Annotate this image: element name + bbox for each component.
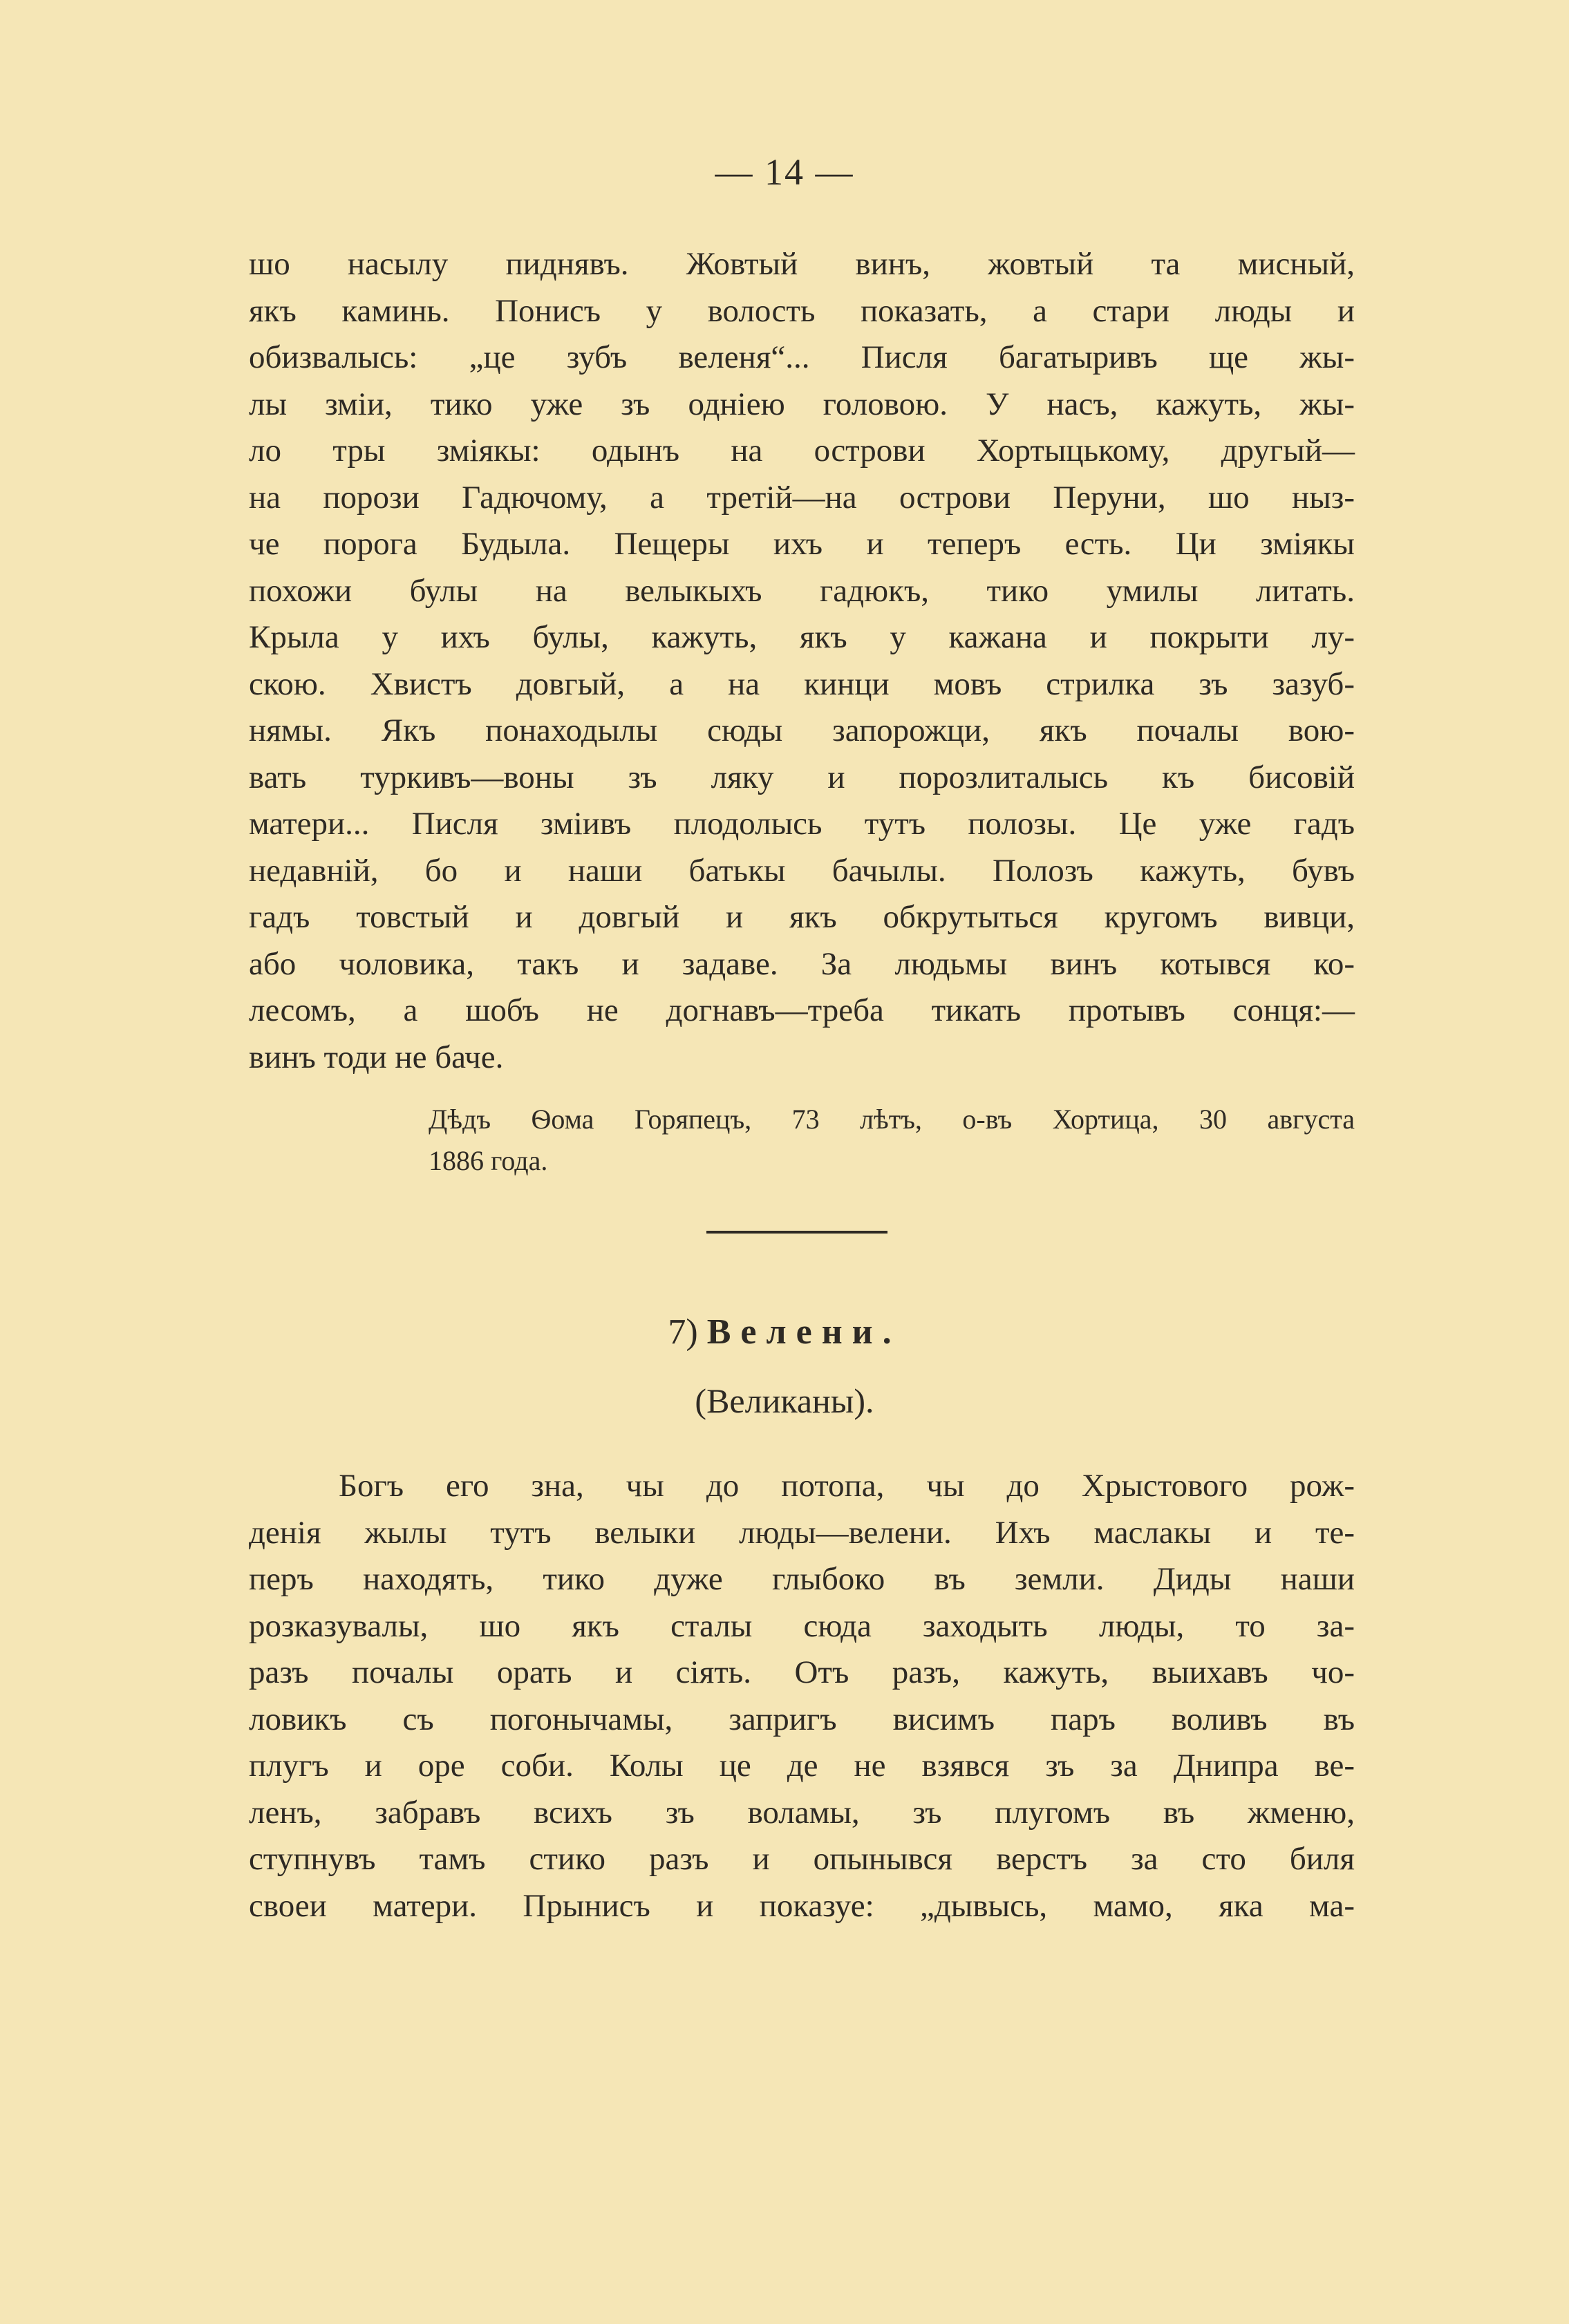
text-line: обизвалысь: „це зубъ веленя“... Писля багатыривъ ще жы-	[249, 339, 1355, 375]
paragraph-snake-story	[249, 241, 1355, 1081]
page-number: — 14 —	[715, 151, 854, 193]
text-line: вать туркивъ—воны зъ ляку и порозлиталысь къ бисовій	[249, 759, 1355, 795]
text-line: ленъ, забравъ всихъ зъ воламы, зъ плугомъ въ жменю,	[249, 1794, 1355, 1831]
section-heading	[0, 1312, 1569, 1352]
text-line: ступнувъ тамъ стико разъ и опынывся верстъ за сто биля	[249, 1841, 1355, 1877]
text-line: плугъ и оре соби. Колы це де не взявся зъ за Днипра ве-	[249, 1748, 1355, 1784]
section-number: 7)	[668, 1312, 698, 1352]
text-line: своеи матери. Прынисъ и показуе: „дывысь, мамо, яка ма-	[249, 1887, 1355, 1924]
text-line: похожи булы на велыкыхъ гадюкъ, тико умилы литать.	[249, 572, 1355, 609]
text-line: скою. Хвистъ довгый, а на кинци мовъ стрилка зъ зазуб-	[249, 665, 1355, 702]
text-line: недавній, бо и наши батькы бачылы. Полозъ кажуть, бувъ	[249, 852, 1355, 889]
section-subtitle: (Великаны).	[695, 1381, 874, 1420]
text-line: Крыла у ихъ булы, кажуть, якъ у кажана и покрыти лу-	[249, 619, 1355, 655]
text-line: разъ почалы орать и сіять. Отъ разъ, кажуть, выихавъ чо-	[249, 1654, 1355, 1690]
text-line: нямы. Якъ понаходылы сюды запорожци, якъ почалы вою-	[249, 712, 1355, 748]
attribution	[429, 1099, 1355, 1182]
text-line: або чоловика, такъ и задаве. За людьмы винъ котывся ко-	[249, 945, 1355, 982]
attribution-line: Дѣдъ Ѳома Горяпецъ, 73 лѣтъ, о-въ Хортица, 30 августа	[429, 1104, 1355, 1135]
section-title: Велени.	[706, 1312, 901, 1352]
text-line: на порози Гадючому, а третій—на острови Перуни, шо ныз-	[249, 479, 1355, 516]
text-line: Богъ его зна, чы до потопа, чы до Хрыстового рож-	[339, 1468, 1355, 1504]
section-divider	[706, 1231, 887, 1234]
text-line: матери... Писля зміивъ плодолысь тутъ полозы. Це уже гадъ	[249, 806, 1355, 842]
text-line: гадъ товстый и довгый и якъ обкрутыться кругомъ вивци,	[249, 899, 1355, 935]
text-line: винъ тоди не баче.	[249, 1039, 504, 1075]
text-line: ловикъ съ погонычамы, запригъ висимъ паръ воливъ въ	[249, 1701, 1355, 1737]
text-line: розказувалы, шо якъ сталы сюда заходыть люды, то за-	[249, 1607, 1355, 1644]
paragraph-giants-story	[249, 1463, 1355, 1929]
text-line: лы зміи, тико уже зъ одніею головою. У насъ, кажуть, жы-	[249, 386, 1355, 422]
attribution-line: 1886 года.	[429, 1145, 548, 1176]
text-line: перъ находять, тико дуже глыбоко въ земли. Диды наши	[249, 1561, 1355, 1597]
text-line: ло тры зміякы: одынъ на острови Хортыцькому, другый—	[249, 433, 1355, 469]
text-line: че порога Будыла. Пещеры ихъ и теперъ есть. Ци зміякы	[249, 526, 1355, 562]
text-line: лесомъ, а шобъ не догнавъ—треба тикать протывъ сонця:—	[249, 992, 1355, 1028]
text-line: шо насылу пиднявъ. Жовтый винъ, жовтый та мисный,	[249, 246, 1355, 282]
text-line: якъ каминь. Понисъ у волость показать, а стари люды и	[249, 292, 1355, 329]
text-line: денія жылы тутъ велыки люды—велени. Ихъ маслакы и те-	[249, 1514, 1355, 1551]
